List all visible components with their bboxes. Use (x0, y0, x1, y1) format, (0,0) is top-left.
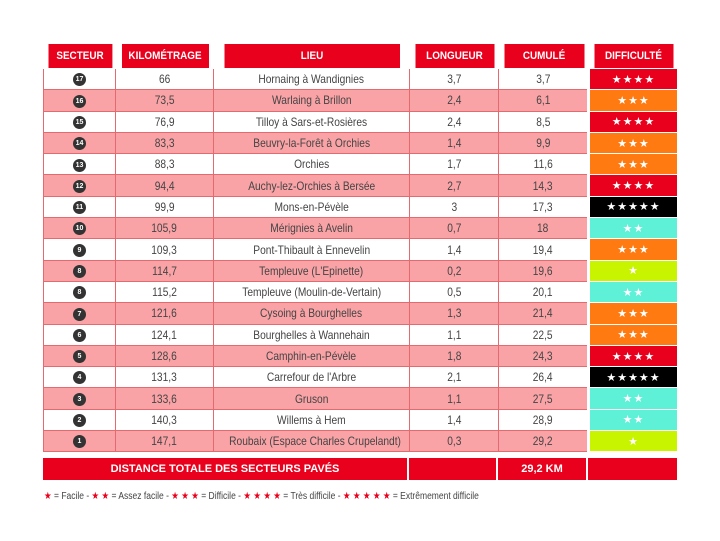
difficulty-stars: ★★ (589, 409, 678, 430)
difficulty-stars: ★★★ (589, 132, 678, 153)
cumule-value: 20,1 (533, 285, 553, 300)
secteur-cell (44, 69, 116, 90)
km-value: 73,5 (154, 93, 175, 108)
longueur-value: 1,4 (446, 136, 462, 151)
km-value: 109,3 (151, 242, 178, 257)
sector-number-badge: 9 (73, 244, 86, 257)
longueur-cell (410, 111, 499, 132)
legend-label: = Très difficile - (283, 491, 341, 502)
secteur-cell (44, 303, 116, 324)
km-value: 147,1 (151, 434, 178, 449)
lieu-value: Carrefour de l'Arbre (266, 370, 357, 385)
longueur-value: 2,4 (446, 93, 462, 108)
longueur-cell (410, 281, 499, 302)
cumule-value: 19,4 (533, 242, 553, 257)
km-value: 114,7 (152, 263, 177, 278)
header-lieu: LIEU (223, 44, 399, 69)
header-secteur: SECTEUR (47, 44, 112, 69)
secteur-cell (44, 196, 116, 217)
sector-number-badge: 11 (73, 201, 86, 214)
longueur-value: 0,5 (446, 285, 462, 300)
cumule-value: 24,3 (533, 349, 553, 363)
secteur-cell (44, 324, 116, 345)
star-icon: ★ ★ ★ ★ ★ (342, 491, 391, 502)
secteur-cell (44, 239, 116, 260)
km-value: 83,3 (154, 136, 175, 151)
lieu-value: Mérignies à Avelin (270, 221, 353, 236)
legend-label: = Facile - (53, 491, 90, 502)
longueur-cell (410, 260, 499, 281)
longueur-value: 2,7 (446, 178, 462, 193)
longueur-cell (410, 154, 499, 175)
lieu-value: Cysoing à Bourghelles (260, 306, 363, 321)
cumule-cell (499, 431, 589, 452)
cumule-value: 17,3 (533, 199, 553, 214)
cumule-value: 29,2 (533, 434, 553, 449)
cumule-value: 9,9 (535, 136, 551, 151)
km-cell (116, 281, 214, 302)
longueur-cell (410, 303, 499, 324)
cumule-cell (499, 175, 589, 196)
secteur-cell (44, 409, 116, 430)
difficulty-stars: ★★★★ (589, 69, 678, 90)
km-value: 66 (158, 72, 171, 87)
sectors-table (43, 43, 678, 452)
lieu-value: Pont-Thibault à Ennevelin (253, 242, 370, 257)
lieu-value: Camphin-en-Pévèle (266, 349, 357, 363)
cumule-cell (499, 303, 589, 324)
cumule-value: 28,9 (533, 412, 553, 427)
table-row (44, 281, 678, 302)
longueur-cell (410, 345, 499, 366)
km-cell (116, 324, 214, 345)
secteur-cell (44, 154, 116, 175)
table-row (44, 111, 678, 132)
sector-number-badge: 7 (73, 308, 86, 321)
km-value: 105,9 (151, 221, 178, 236)
lieu-value: Orchies (293, 157, 330, 172)
lieu-cell (214, 196, 410, 217)
lieu-value: Templeuve (Moulin-de-Vertain) (242, 285, 381, 300)
total-value: 29,2 KM (498, 458, 588, 480)
longueur-value: 2,1 (446, 370, 462, 385)
lieu-value: Roubaix (Espace Charles Crupelandt) (229, 434, 401, 449)
longueur-cell (410, 324, 499, 345)
table-row (44, 90, 678, 111)
difficulty-stars: ★★★★ (589, 175, 678, 196)
km-cell (116, 111, 214, 132)
secteur-cell (44, 431, 116, 452)
lieu-value: Warlaing à Brillon (271, 93, 352, 108)
longueur-value: 1,4 (446, 412, 462, 427)
km-value: 115,2 (152, 285, 177, 300)
lieu-value: Willems à Hem (277, 412, 346, 427)
lieu-cell (214, 239, 410, 260)
lieu-cell (214, 431, 410, 452)
km-value: 121,6 (151, 306, 178, 321)
sector-number-badge: 5 (73, 350, 86, 363)
longueur-value: 1,3 (446, 306, 462, 321)
km-cell (116, 239, 214, 260)
sector-number-badge: 16 (73, 95, 86, 108)
difficulty-stars: ★★★★★ (589, 367, 678, 388)
lieu-cell (214, 175, 410, 196)
cumule-value: 27,5 (533, 391, 553, 406)
km-value: 124,1 (151, 327, 178, 342)
lieu-cell (214, 324, 410, 345)
lieu-cell (214, 69, 410, 90)
cumule-value: 19,6 (533, 263, 553, 278)
table-row (44, 196, 678, 217)
lieu-cell (214, 367, 410, 388)
cumule-cell (499, 324, 589, 345)
longueur-cell (410, 218, 499, 239)
lieu-value: Bourghelles à Wannehain (253, 327, 370, 342)
cumule-cell (499, 388, 589, 409)
lieu-cell (214, 303, 410, 324)
longueur-value: 1,1 (446, 327, 462, 342)
cumule-cell (499, 132, 589, 153)
header-cumule: CUMULÉ (503, 44, 584, 69)
secteur-cell (44, 175, 116, 196)
difficulty-legend (44, 491, 479, 502)
difficulty-stars: ★★★ (589, 239, 678, 260)
secteur-cell (44, 388, 116, 409)
longueur-value: 3 (451, 199, 457, 214)
lieu-cell (214, 388, 410, 409)
table-row (44, 260, 678, 281)
longueur-value: 1,1 (446, 391, 462, 406)
difficulty-stars: ★★ (589, 281, 678, 302)
lieu-value: Gruson (294, 391, 329, 406)
table-row (44, 132, 678, 153)
km-cell (116, 431, 214, 452)
lieu-cell (214, 345, 410, 366)
km-cell (116, 69, 214, 90)
lieu-cell (214, 132, 410, 153)
total-empty-cell (588, 458, 677, 480)
cumule-cell (499, 196, 589, 217)
km-cell (116, 132, 214, 153)
cumule-value: 6,1 (535, 93, 551, 108)
difficulty-stars: ★★★ (589, 90, 678, 111)
lieu-cell (214, 90, 410, 111)
lieu-cell (214, 260, 410, 281)
legend-label: = Extrêmement difficile (392, 491, 479, 502)
km-value: 88,3 (154, 157, 175, 172)
difficulty-stars: ★ (589, 260, 678, 281)
difficulty-stars: ★★★★ (589, 345, 678, 366)
km-cell (116, 388, 214, 409)
table-row (44, 388, 678, 409)
cumule-cell (499, 345, 589, 366)
km-cell (116, 367, 214, 388)
longueur-cell (410, 239, 499, 260)
secteur-cell (44, 111, 116, 132)
km-cell (116, 154, 214, 175)
secteur-cell (44, 367, 116, 388)
sector-number-badge: 10 (73, 222, 86, 235)
difficulty-stars: ★★★ (589, 324, 678, 345)
longueur-value: 2,4 (446, 114, 462, 129)
cumule-cell (499, 409, 589, 430)
longueur-value: 3,7 (446, 72, 462, 87)
sector-number-badge: 17 (73, 73, 86, 86)
table-row (44, 154, 678, 175)
table-header (44, 44, 678, 69)
sector-number-badge: 13 (73, 159, 86, 172)
sector-number-badge: 15 (73, 116, 86, 129)
lieu-value: Templeuve (L'Epinette) (259, 263, 364, 278)
sector-number-badge: 8 (73, 286, 86, 299)
sector-number-badge: 3 (73, 393, 86, 406)
table-row (44, 431, 678, 452)
cumule-cell (499, 260, 589, 281)
lieu-cell (214, 154, 410, 175)
secteur-cell (44, 281, 116, 302)
longueur-value: 0,3 (446, 434, 462, 449)
km-cell (116, 345, 214, 366)
table-row (44, 303, 678, 324)
lieu-value: Hornaing à Wandignies (258, 72, 365, 87)
legend-label: = Assez facile - (111, 491, 169, 502)
secteur-cell (44, 260, 116, 281)
table-row (44, 175, 678, 196)
cumule-cell (499, 367, 589, 388)
km-cell (116, 303, 214, 324)
cumule-value: 22,5 (533, 327, 553, 342)
star-icon: ★ (44, 491, 52, 502)
cumule-value: 8,5 (535, 114, 551, 129)
header-kilometrage: KILOMÉTRAGE (120, 44, 208, 69)
cumule-cell (499, 281, 589, 302)
cumule-cell (499, 154, 589, 175)
legend-label: = Difficile - (201, 491, 242, 502)
sector-number-badge: 1 (73, 435, 86, 448)
cumule-value: 18 (537, 221, 549, 236)
difficulty-stars: ★ (589, 431, 678, 452)
lieu-cell (214, 281, 410, 302)
km-value: 131,3 (151, 370, 178, 385)
lieu-cell (214, 218, 410, 239)
table-row (44, 409, 678, 430)
longueur-cell (410, 367, 499, 388)
table-row (44, 367, 678, 388)
longueur-value: 1,4 (446, 242, 462, 257)
sector-number-badge: 12 (73, 180, 86, 193)
sector-number-badge: 4 (73, 371, 86, 384)
total-label: DISTANCE TOTALE DES SECTEURS PAVÉS (43, 458, 409, 480)
total-empty-cell (409, 458, 498, 480)
km-value: 99,9 (154, 199, 175, 214)
cumule-cell (499, 239, 589, 260)
difficulty-stars: ★★★★★ (589, 196, 678, 217)
secteur-cell (44, 345, 116, 366)
longueur-cell (410, 431, 499, 452)
header-longueur: LONGUEUR (414, 44, 494, 69)
longueur-cell (410, 196, 499, 217)
longueur-value: 0,7 (446, 221, 462, 236)
total-row (43, 458, 677, 480)
star-icon: ★ ★ ★ ★ (243, 491, 281, 502)
km-value: 133,6 (151, 391, 178, 406)
table-row (44, 324, 678, 345)
longueur-cell (410, 90, 499, 111)
difficulty-stars: ★★★ (589, 303, 678, 324)
km-value: 94,4 (154, 178, 175, 193)
km-value: 128,6 (151, 349, 178, 363)
longueur-value: 0,2 (446, 263, 462, 278)
cumule-value: 26,4 (533, 370, 553, 385)
cumule-cell (499, 90, 589, 111)
table-row (44, 69, 678, 90)
longueur-cell (410, 175, 499, 196)
table-row (44, 345, 678, 366)
header-difficulte: DIFFICULTÉ (593, 44, 673, 69)
km-cell (116, 196, 214, 217)
difficulty-stars: ★★★★ (589, 111, 678, 132)
longueur-value: 1,8 (446, 349, 462, 363)
table-row (44, 239, 678, 260)
longueur-cell (410, 388, 499, 409)
km-value: 76,9 (154, 114, 175, 129)
cumule-value: 11,6 (533, 157, 553, 172)
cumule-value: 3,7 (535, 72, 551, 87)
sector-number-badge: 14 (73, 137, 86, 150)
lieu-value: Beuvry-la-Forêt à Orchies (253, 136, 370, 151)
lieu-value: Tilloy à Sars-et-Rosières (255, 114, 368, 129)
secteur-cell (44, 90, 116, 111)
km-cell (116, 90, 214, 111)
longueur-cell (410, 132, 499, 153)
table-row (44, 218, 678, 239)
lieu-value: Auchy-lez-Orchies à Bersée (248, 178, 375, 193)
longueur-cell (410, 69, 499, 90)
lieu-cell (214, 409, 410, 430)
sector-number-badge: 6 (73, 329, 86, 342)
secteur-cell (44, 132, 116, 153)
difficulty-stars: ★★★ (589, 154, 678, 175)
longueur-value: 1,7 (446, 157, 462, 172)
km-cell (116, 260, 214, 281)
lieu-cell (214, 111, 410, 132)
star-icon: ★ ★ (91, 491, 110, 502)
difficulty-stars: ★★ (589, 218, 678, 239)
cumule-value: 14,3 (533, 178, 553, 193)
cumule-value: 21,4 (533, 306, 553, 321)
cumule-cell (499, 69, 589, 90)
km-cell (116, 175, 214, 196)
secteur-cell (44, 218, 116, 239)
difficulty-stars: ★★ (589, 388, 678, 409)
longueur-cell (410, 409, 499, 430)
star-icon: ★ ★ ★ (171, 491, 199, 502)
cumule-cell (499, 218, 589, 239)
sector-number-badge: 8 (73, 265, 86, 278)
sector-number-badge: 2 (73, 414, 86, 427)
cumule-cell (499, 111, 589, 132)
km-cell (116, 218, 214, 239)
lieu-value: Mons-en-Pévèle (274, 199, 349, 214)
km-value: 140,3 (151, 412, 178, 427)
km-cell (116, 409, 214, 430)
